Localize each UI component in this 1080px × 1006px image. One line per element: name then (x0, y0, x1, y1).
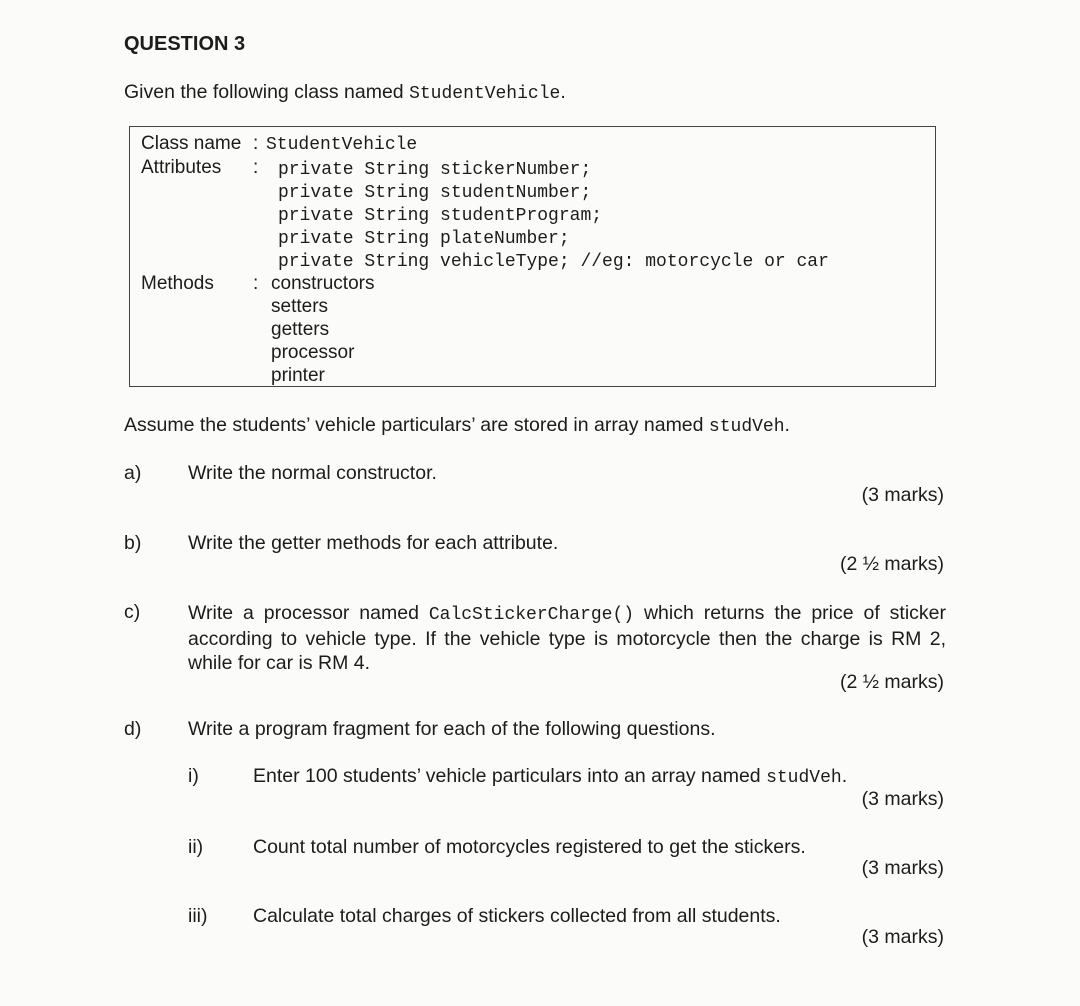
assumption-period: . (784, 414, 790, 436)
class-name-label: Class name (141, 133, 242, 154)
question-d-iii-text: Calculate total charges of stickers collected from all students. (253, 905, 781, 927)
question-c-text-before: Write a processor named (188, 602, 429, 624)
intro-class-code: StudentVehicle (409, 84, 561, 104)
attributes-label: Attributes (141, 157, 222, 178)
question-d-text: Write a program fragment for each of the following questions. (188, 718, 716, 740)
attribute-student-program: private String studentProgram; (278, 206, 603, 226)
question-c-text (188, 601, 946, 675)
question-c-label: c) (124, 601, 141, 623)
attribute-vehicle-type: private String vehicleType; //eg: motorcycle or car (278, 252, 829, 272)
question-a-marks: (3 marks) (861, 484, 944, 506)
assumption-sentence: Assume the students’ vehicle particulars’ are stored in array named (124, 414, 709, 436)
class-definition-box (129, 126, 936, 387)
method-getters: getters (271, 319, 330, 340)
intro-sentence: Given the following class named (124, 81, 410, 103)
method-printer: printer (271, 365, 325, 386)
question-d-ii-label: ii) (188, 836, 204, 858)
question-d-i-marks: (3 marks) (861, 788, 944, 810)
intro-text (124, 81, 566, 104)
attribute-sticker-number: private String stickerNumber; (278, 160, 592, 180)
question-d-ii-marks: (3 marks) (861, 857, 944, 879)
methods-label: Methods (141, 273, 214, 294)
question-c-marks: (2 ½ marks) (839, 671, 944, 693)
attributes-colon: : (253, 157, 259, 178)
methods-colon: : (253, 273, 259, 294)
question-a-text: Write the normal constructor. (188, 462, 437, 484)
class-name-value: StudentVehicle (266, 135, 418, 155)
question-d-i-period: . (841, 765, 848, 787)
question-d-i-label: i) (188, 765, 199, 787)
question-d-i-array-code: studVeh (766, 768, 842, 788)
question-d-i-sentence: Enter 100 students’ vehicle particulars into an array named (253, 765, 767, 787)
question-d-label: d) (124, 718, 142, 740)
question-b-marks: (2 ½ marks) (839, 553, 944, 575)
intro-period: . (560, 81, 566, 103)
attribute-plate-number: private String plateNumber; (278, 229, 570, 249)
question-b-label: b) (124, 532, 142, 554)
question-d-iii-marks: (3 marks) (861, 926, 944, 948)
question-c-text-after: which returns the price of sticker according to vehicle type. If the vehicle type is motorcycle then the charge is RM 2, while for car is RM 4. (188, 602, 947, 674)
question-b-text: Write the getter methods for each attribute. (188, 532, 559, 554)
question-c-method-code: CalcStickerCharge() (428, 605, 635, 625)
assumption-array-code: studVeh (708, 417, 785, 437)
question-a-label: a) (124, 462, 142, 484)
assumption-text (124, 414, 790, 437)
attribute-student-number: private String studentNumber; (278, 183, 592, 203)
question-d-i-text (253, 765, 847, 788)
question-d-iii-label: iii) (188, 905, 208, 927)
question-title: QUESTION 3 (124, 33, 246, 55)
method-processor: processor (271, 342, 355, 363)
question-d-ii-text: Count total number of motorcycles registered to get the stickers. (253, 836, 806, 858)
class-name-colon: : (253, 133, 259, 154)
method-setters: setters (271, 296, 329, 317)
method-constructors: constructors (271, 273, 375, 294)
